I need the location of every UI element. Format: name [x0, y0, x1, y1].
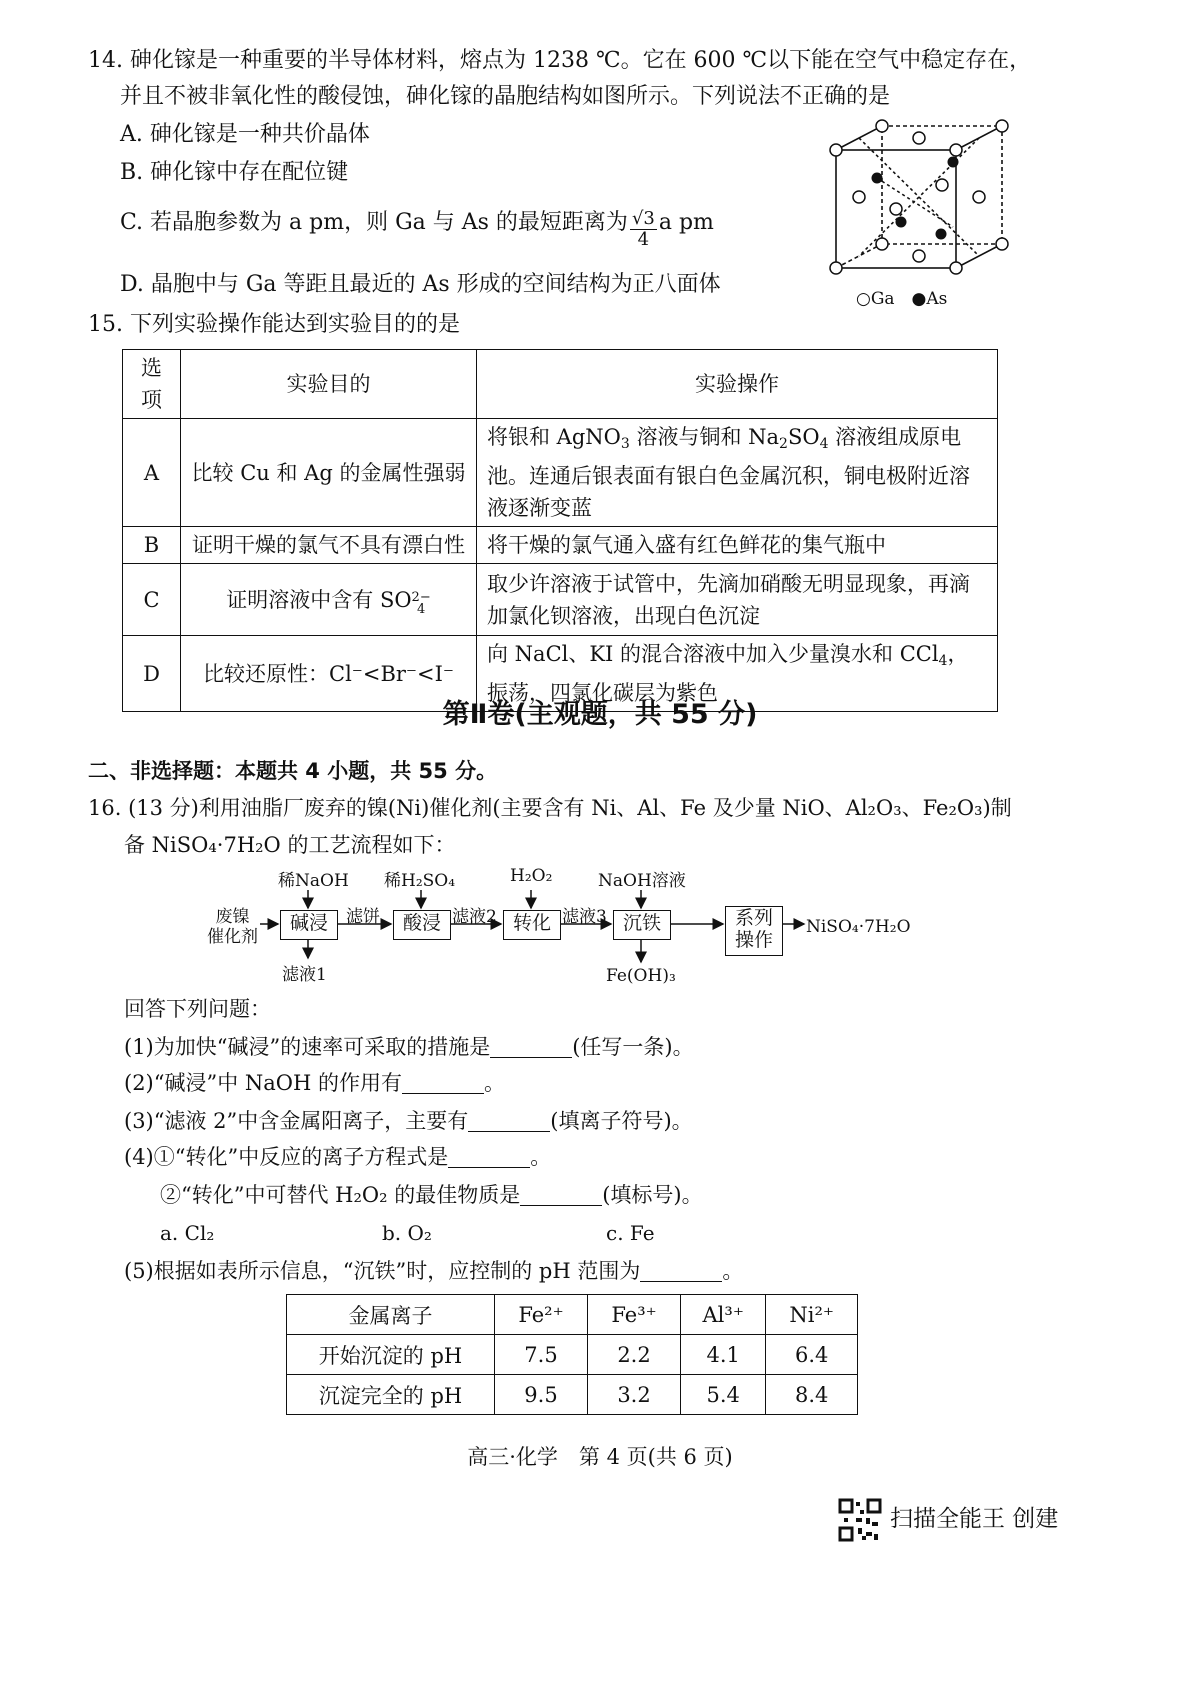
op-text: 向 NaCl、KI 的混合溶液中加入少量溴水和 CCl: [487, 642, 939, 666]
q14-option-c-text: C. 若晶胞参数为 a pm，则 Ga 与 As 的最短距离为: [120, 210, 628, 235]
reagent-naoh: 稀NaOH: [278, 871, 349, 891]
subscript: 4: [938, 653, 948, 669]
reagent-h2o2: H₂O₂: [510, 866, 553, 886]
stream-cake: 滤饼: [346, 907, 380, 927]
op-text: ，振荡，四氯化碳层为紫色: [487, 642, 969, 705]
flow-step-iron: 沉铁: [613, 910, 671, 940]
section2-heading: 二、非选择题：本题共 4 小题，共 55 分。: [88, 759, 498, 783]
row-operation: 取少许溶液于试管中，先滴加硝酸无明显现象，再滴加氯化钡溶液，出现白色沉淀: [477, 564, 998, 636]
question-text: (3)“滤液 2”中含金属阳离子，主要有: [124, 1109, 469, 1133]
as-atoms: [872, 157, 959, 240]
row-goal: 比较还原性：Cl⁻<Br⁻<I⁻: [181, 636, 477, 712]
q16-option-b: b. O₂: [382, 1221, 432, 1245]
ph-table: [286, 1294, 858, 1415]
superscript: 2−: [411, 589, 431, 605]
header-goal: 实验目的: [181, 350, 477, 419]
table-cell: 7.5: [495, 1335, 588, 1375]
q16-option-c: c. Fe: [606, 1221, 655, 1245]
table-row: [123, 527, 998, 564]
header-cell: Fe²⁺: [495, 1295, 588, 1335]
question-text: (2)“碱浸”中 NaOH 的作用有: [124, 1071, 402, 1095]
q16-sub5: [124, 1256, 743, 1286]
q16-stem2: 备 NiSO₄·7H₂O 的工艺流程如下：: [124, 833, 456, 857]
subscript: 2: [779, 436, 788, 452]
header-cell: Fe³⁺: [588, 1295, 681, 1335]
q15-stem: 15. 下列实验操作能达到实验目的的是: [88, 312, 460, 337]
question-text: (5)根据如表所示信息，“沉铁”时，应控制的 pH 范围为: [124, 1259, 641, 1283]
legend-as: As: [926, 289, 948, 309]
box-line: 系列: [734, 907, 773, 929]
question-text: 。: [722, 1259, 744, 1283]
answer-blank[interactable]: [448, 1145, 530, 1168]
subscript: 4: [819, 436, 829, 452]
feed-line: 催化剂: [207, 927, 258, 947]
question-text: (任写一条)。: [572, 1035, 694, 1059]
header-cell: Ni²⁺: [766, 1295, 858, 1335]
table-row: [287, 1375, 858, 1415]
row-option: D: [123, 636, 181, 712]
part2-title: 第Ⅱ卷(主观题，共 55 分): [442, 699, 758, 730]
side-filtrate1: 滤液1: [282, 965, 327, 985]
row-option: A: [123, 419, 181, 527]
row-option: C: [123, 564, 181, 636]
q14-option-b: B. 砷化镓中存在配位键: [120, 160, 349, 185]
q15-table: [122, 349, 998, 712]
fraction-numerator: √3: [631, 208, 655, 229]
flow-product: NiSO₄·7H₂O: [806, 917, 911, 937]
table-cell: 9.5: [495, 1375, 588, 1415]
answer-blank[interactable]: [520, 1183, 602, 1206]
flow-step-acid: 酸浸: [393, 910, 451, 940]
table-row: [123, 419, 998, 527]
op-text: 溶液与铜和 Na: [629, 425, 780, 449]
q14-option-c-unit: a pm: [658, 210, 714, 235]
fraction-denominator: 4: [637, 229, 650, 250]
question-text: 。: [484, 1071, 505, 1095]
watermark-text: 扫描全能王 创建: [890, 1506, 1059, 1532]
op-text: SO: [787, 425, 820, 449]
q16-sub4: [124, 1142, 551, 1172]
question-text: ②“转化”中可替代 H₂O₂ 的最佳物质是: [160, 1183, 521, 1207]
flow-step-convert: 转化: [503, 910, 561, 940]
header-operation: 实验操作: [477, 350, 998, 419]
header-cell: Al³⁺: [681, 1295, 766, 1335]
q16-sub1: [124, 1032, 694, 1062]
table-row: [123, 564, 998, 636]
side-feoh3: Fe(OH)₃: [606, 966, 676, 986]
answer-blank[interactable]: [402, 1071, 484, 1094]
header-option: 选项: [123, 350, 181, 419]
answer-blank[interactable]: [640, 1259, 722, 1282]
row-goal: 证明干燥的氯气不具有漂白性: [181, 527, 477, 564]
table-row: [287, 1335, 858, 1375]
table-cell: 3.2: [588, 1375, 681, 1415]
q14-option-a: A. 砷化镓是一种共价晶体: [120, 122, 370, 147]
table-cell: 沉淀完全的 pH: [287, 1375, 495, 1415]
q14-line2: 并且不被非氧化性的酸侵蚀，砷化镓的晶胞结构如图所示。下列说法不正确的是: [120, 84, 891, 109]
stream-filtrate2: 滤液2: [452, 907, 497, 927]
legend-ga: Ga: [870, 289, 895, 309]
question-text: (4)①“转化”中反应的离子方程式是: [124, 1145, 449, 1169]
goal-text: 证明溶液中含有 SO: [226, 587, 412, 612]
fraction: [630, 209, 657, 250]
q16-intro: 回答下列问题：: [124, 997, 271, 1021]
table-cell: 4.1: [681, 1335, 766, 1375]
row-option: B: [123, 527, 181, 564]
box-line: 操作: [734, 929, 773, 951]
qr-code-icon: [838, 1498, 882, 1542]
question-text: (填标号)。: [602, 1183, 703, 1207]
question-text: (填离子符号)。: [550, 1109, 693, 1133]
cell-legend: ○Ga ●As: [856, 289, 948, 309]
q16-sub2: [124, 1068, 505, 1098]
answer-blank[interactable]: [468, 1109, 550, 1132]
op-text: 溶液组成原电池。连通后银表面有银白色金属沉积，铜电极附近溶液逐渐变蓝: [487, 425, 970, 520]
q16-sub4-ii: [160, 1180, 703, 1210]
table-header-row: [123, 350, 998, 419]
feed-line: 废镍: [215, 907, 250, 927]
q14-line1: 14. 砷化镓是一种重要的半导体材料，熔点为 1238 ℃。它在 600 ℃以下能在空气中稳定存在，: [88, 48, 1032, 73]
row-operation: 将干燥的氯气通入盛有红色鲜花的集气瓶中: [477, 527, 998, 564]
question-text: (1)为加快“碱浸”的速率可采取的措施是: [124, 1035, 491, 1059]
subscript: 4: [416, 601, 426, 617]
subscript: 3: [620, 436, 630, 452]
flow-step-alkali: 碱浸: [280, 910, 338, 940]
table-cell: 8.4: [766, 1375, 858, 1415]
row-goal: 比较 Cu 和 Ag 的金属性强弱: [181, 419, 477, 527]
q14-option-d: D. 晶胞中与 Ga 等距且最近的 As 形成的空间结构为正八面体: [120, 272, 721, 297]
q16-sub3: [124, 1106, 693, 1136]
row-goal: [181, 564, 477, 636]
question-text: 。: [530, 1145, 552, 1169]
q16-stem1: 16. (13 分)利用油脂厂废弃的镍(Ni)催化剂(主要含有 Ni、Al、Fe 及少量 NiO、Al₂O₃、Fe₂O₃)制: [88, 796, 1012, 820]
answer-blank[interactable]: [490, 1035, 572, 1058]
crystal-cell-diagram: [820, 112, 1020, 292]
op-text: 将银和 AgNO: [487, 425, 621, 449]
q16-option-a: a. Cl₂: [160, 1221, 215, 1245]
table-cell: 2.2: [588, 1335, 681, 1375]
page-footer: 高三·化学 第 4 页(共 6 页): [467, 1445, 733, 1469]
table-cell: 5.4: [681, 1375, 766, 1415]
table-header-row: [287, 1295, 858, 1335]
reagent-h2so4: 稀H₂SO₄: [384, 871, 456, 891]
header-cell: 金属离子: [287, 1295, 495, 1335]
table-cell: 6.4: [766, 1335, 858, 1375]
table-cell: 开始沉淀的 pH: [287, 1335, 495, 1375]
q14-option-c: [120, 208, 714, 250]
flow-arrows: [250, 880, 810, 980]
stream-filtrate3: 滤液3: [562, 907, 607, 927]
row-operation: [477, 419, 998, 527]
reagent-naoh-solution: NaOH溶液: [598, 871, 686, 891]
